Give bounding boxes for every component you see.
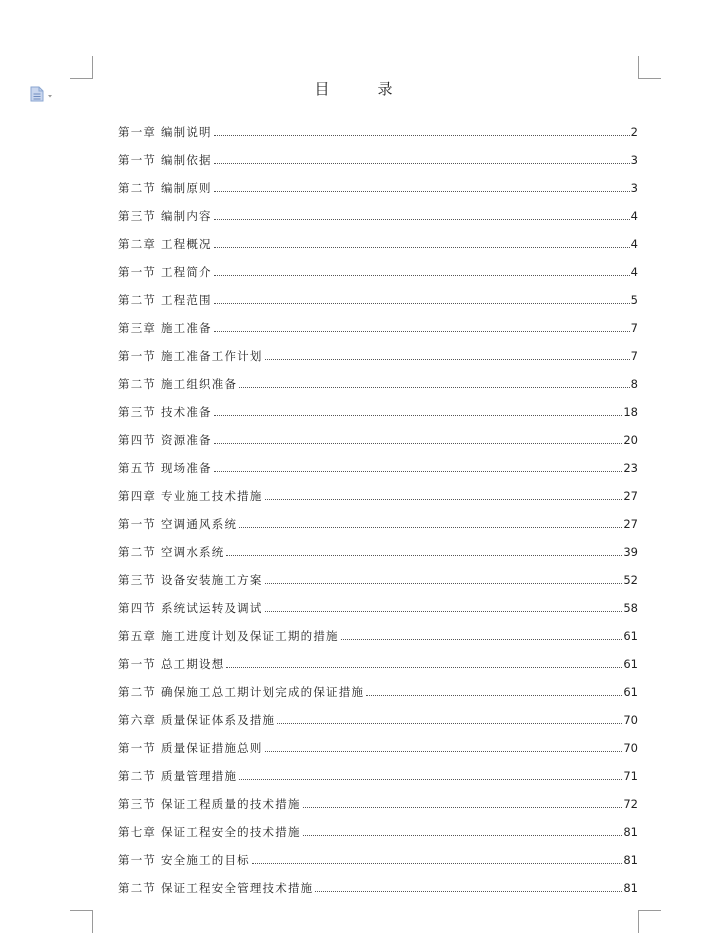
corner-mark-top-right [638,56,661,79]
toc-entry-label: 第三节 设备安装施工方案 [118,573,263,587]
toc-entry[interactable] [118,196,638,224]
toc-dot-leader [214,331,630,332]
toc-list [118,112,638,896]
toc-entry-label: 第四节 资源准备 [118,433,212,447]
toc-entry-label: 第二节 确保施工总工期计划完成的保证措施 [118,685,365,699]
toc-entry-page-number: 70 [623,741,638,755]
toc-dot-leader [214,219,630,220]
toc-dot-leader [214,275,630,276]
corner-mark-top-left [70,56,93,79]
toc-entry[interactable] [118,560,638,588]
toc-entry-page-number: 27 [623,517,638,531]
toc-entry-label: 第五节 现场准备 [118,461,212,475]
toc-entry-page-number: 3 [630,153,638,167]
toc-entry-label: 第六章 质量保证体系及措施 [118,713,276,727]
toc-entry[interactable] [118,420,638,448]
toc-title [0,78,707,99]
toc-entry[interactable] [118,224,638,252]
toc-entry[interactable] [118,784,638,812]
toc-dot-leader [265,359,630,360]
toc-entry[interactable] [118,308,638,336]
toc-entry[interactable] [118,280,638,308]
toc-entry-label: 第一节 空调通风系统 [118,517,238,531]
toc-entry[interactable] [118,504,638,532]
toc-entry[interactable] [118,616,638,644]
toc-entry-page-number: 61 [623,685,638,699]
toc-entry-page-number: 61 [623,657,638,671]
toc-entry[interactable] [118,112,638,140]
toc-dot-leader [214,191,630,192]
corner-mark-bottom-right [638,910,661,933]
toc-dot-leader [277,723,622,724]
toc-dot-leader [341,639,623,640]
toc-entry-label: 第五章 施工进度计划及保证工期的措施 [118,629,339,643]
toc-entry[interactable] [118,644,638,672]
toc-entry[interactable] [118,728,638,756]
toc-dot-leader [214,303,630,304]
toc-entry[interactable] [118,672,638,700]
toc-dot-leader [303,835,623,836]
toc-dot-leader [239,527,622,528]
toc-entry-label: 第一节 质量保证措施总则 [118,741,263,755]
toc-dot-leader [214,471,623,472]
toc-entry-page-number: 3 [630,181,638,195]
toc-entry-label: 第一节 安全施工的目标 [118,853,250,867]
toc-entry-page-number: 71 [623,769,638,783]
toc-entry-page-number: 4 [630,265,638,279]
toc-entry-page-number: 27 [623,489,638,503]
toc-entry[interactable] [118,168,638,196]
toc-entry-page-number: 4 [630,209,638,223]
toc-entry-page-number: 23 [623,461,638,475]
toc-entry-page-number: 81 [623,853,638,867]
toc-dot-leader [226,667,622,668]
toc-entry-label: 第一节 总工期设想 [118,657,225,671]
toc-entry-label: 第二节 质量管理措施 [118,769,238,783]
toc-entry-label: 第二节 空调水系统 [118,545,225,559]
toc-entry-page-number: 7 [630,349,638,363]
toc-dot-leader [214,415,623,416]
toc-dot-leader [265,751,623,752]
toc-entry-page-number: 52 [623,573,638,587]
toc-entry-page-number: 18 [623,405,638,419]
toc-entry[interactable] [118,840,638,868]
toc-entry[interactable] [118,532,638,560]
toc-dot-leader [239,387,630,388]
toc-entry-label: 第二节 保证工程安全管理技术措施 [118,881,314,895]
toc-entry[interactable] [118,392,638,420]
toc-dot-leader [226,555,622,556]
toc-entry-label: 第二章 工程概况 [118,237,212,251]
toc-entry-label: 第一节 工程简介 [118,265,212,279]
toc-dot-leader [265,499,623,500]
toc-entry-page-number: 5 [630,293,638,307]
toc-dot-leader [214,443,623,444]
toc-entry-label: 第二节 工程范围 [118,293,212,307]
toc-entry-label: 第四节 系统试运转及调试 [118,601,263,615]
toc-title-char-1: 目 [314,80,330,98]
toc-entry[interactable] [118,588,638,616]
corner-mark-bottom-left [70,910,93,933]
toc-entry-page-number: 58 [623,601,638,615]
toc-entry-label: 第一节 编制依据 [118,153,212,167]
toc-entry[interactable] [118,252,638,280]
toc-entry-label: 第一节 施工准备工作计划 [118,349,263,363]
toc-entry-label: 第二节 编制原则 [118,181,212,195]
toc-entry-page-number: 72 [623,797,638,811]
toc-dot-leader [265,583,623,584]
toc-entry-page-number: 8 [630,377,638,391]
toc-entry[interactable] [118,756,638,784]
toc-entry[interactable] [118,868,638,896]
toc-entry-page-number: 70 [623,713,638,727]
toc-entry-page-number: 39 [623,545,638,559]
toc-entry[interactable] [118,336,638,364]
toc-dot-leader [303,807,623,808]
toc-entry-page-number: 81 [623,881,638,895]
toc-entry-label: 第三节 技术准备 [118,405,212,419]
toc-entry[interactable] [118,364,638,392]
toc-entry-label: 第四章 专业施工技术措施 [118,489,263,503]
toc-entry-label: 第二节 施工组织准备 [118,377,238,391]
toc-entry-label: 第三节 编制内容 [118,209,212,223]
toc-entry-page-number: 2 [630,125,638,139]
toc-dot-leader [214,163,630,164]
toc-entry-page-number: 20 [623,433,638,447]
toc-dot-leader [214,247,630,248]
toc-entry[interactable] [118,140,638,168]
toc-entry-label: 第三节 保证工程质量的技术措施 [118,797,301,811]
toc-entry-page-number: 81 [623,825,638,839]
toc-dot-leader [214,135,630,136]
toc-dot-leader [239,779,622,780]
toc-entry-page-number: 7 [630,321,638,335]
toc-dot-leader [252,863,623,864]
toc-entry[interactable] [118,476,638,504]
toc-entry-label: 第一章 编制说明 [118,125,212,139]
toc-entry-label: 第七章 保证工程安全的技术措施 [118,825,301,839]
toc-title-char-2: 录 [377,80,393,98]
toc-entry-page-number: 61 [623,629,638,643]
toc-dot-leader [315,891,622,892]
toc-dot-leader [366,695,622,696]
toc-dot-leader [265,611,623,612]
toc-entry-page-number: 4 [630,237,638,251]
toc-entry-label: 第三章 施工准备 [118,321,212,335]
toc-entry[interactable] [118,448,638,476]
toc-entry[interactable] [118,700,638,728]
toc-entry[interactable] [118,812,638,840]
